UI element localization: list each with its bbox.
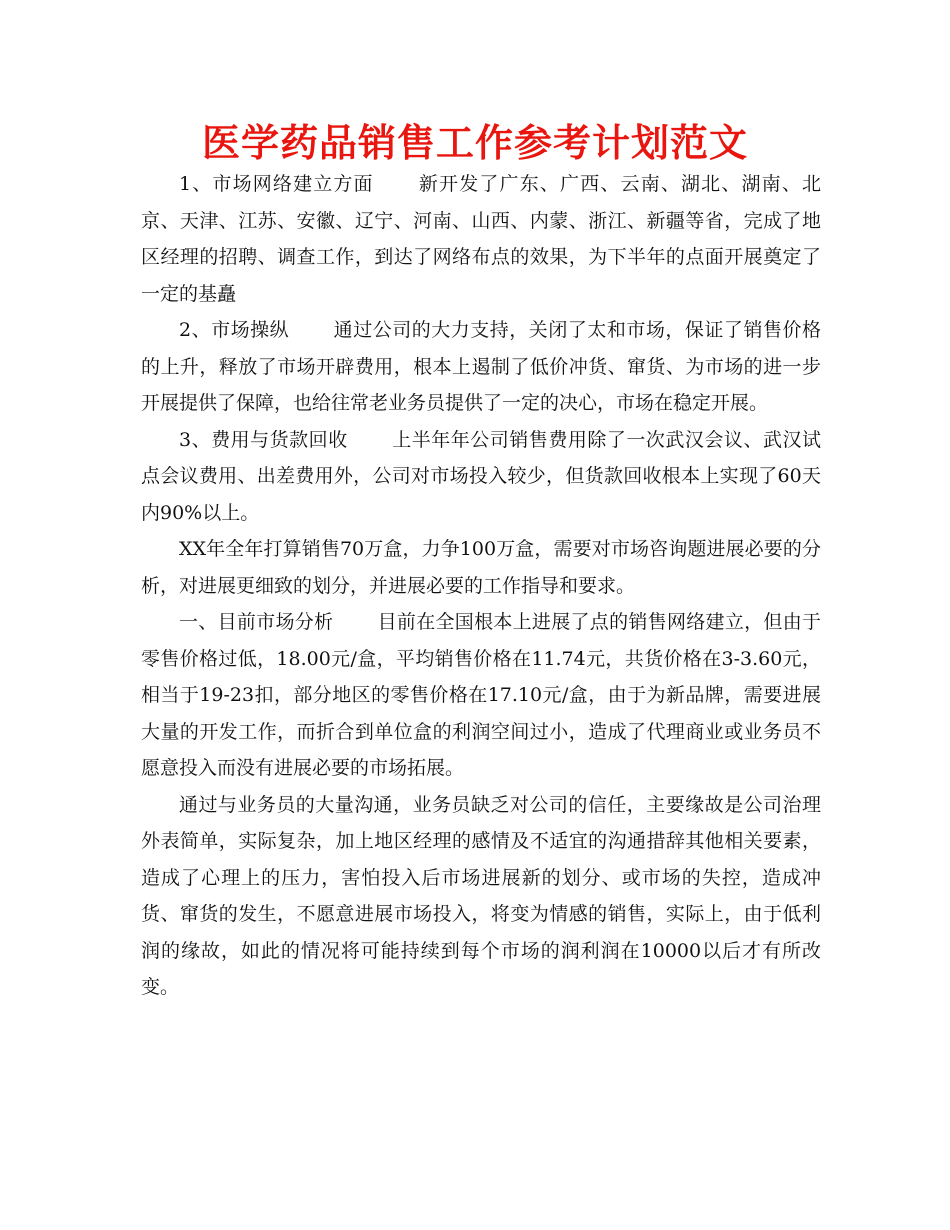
paragraph-text: 通过公司的大力支持，关闭了太和市场，保证了销售价格的上升，释放了市场开辟费用，根本上遏制了低价冲货、窜货、为市场的进一步开展提供了保障，也给往常老业务员提供了一定的决心，市场在稳定开展。	[141, 319, 821, 414]
paragraph-expense-collection	[141, 422, 821, 532]
paragraph-text: 新开发了广东、广西、云南、湖北、湖南、北京、天津、江苏、安徽、辽宁、河南、山西、内蒙、浙江、新疆等省，完成了地区经理的招聘、调查工作，到达了网络布点的效果，为下半年的点面开展奠定了一定的基矗	[141, 173, 821, 305]
document-title: 医学药品销售工作参考计划范文	[201, 121, 748, 165]
paragraph-market-network	[141, 166, 821, 312]
paragraph-lead: 3、费用与货款回收	[179, 428, 348, 451]
paragraph-lead: 1、市场网络建立方面	[179, 173, 374, 195]
paragraph-text: 目前在全国根本上进展了点的销售网络建立，但由于零售价格过低，18.00元/盒，平均销售价格在11.74元，共货价格在3-3.60元，相当于19-23扣，部分地区的零售价格在17.10元/盒，由于为新品牌，需要进展大量的开发工作，而折合到单位盒的利润空间过小，造成了代理商业或业务员不愿意投入而没有进展必要的市场拓展。	[141, 611, 821, 779]
paragraph-text: 上半年年公司销售费用除了一次武汉会议、武汉试点会议费用、出差费用外，公司对市场投入较少，但货款回收根本上实现了60天内90%以上。	[141, 428, 821, 524]
paragraph-market-analysis	[141, 604, 821, 787]
paragraph-text: XX年全年打算销售70万盒，力争100万盒，需要对市场咨询题进展必要的分析，对进展更细致的划分，并进展必要的工作指导和要求。	[141, 538, 821, 597]
paragraph-lead: 2、市场操纵	[179, 319, 290, 341]
paragraph-text: 通过与业务员的大量沟通，业务员缺乏对公司的信任，主要缘故是公司治理外表简单，实际复杂，加上地区经理的感情及不适宜的沟通措辞其他相关要素，造成了心理上的压力，害怕投入后市场进展新的划分、或市场的失控，造成冲货、窜货的发生，不愿意进展市场投入，将变为情感的销售，实际上，由于低利润的缘故，如此的情况将可能持续到每个市场的润利润在10000以后才有所改变。	[141, 793, 821, 998]
document-body	[141, 166, 821, 1006]
paragraph-market-control	[141, 312, 821, 422]
paragraph-lead: 一、目前市场分析	[179, 611, 334, 633]
paragraph-annual-plan	[141, 531, 821, 604]
paragraph-communication	[141, 787, 821, 1006]
